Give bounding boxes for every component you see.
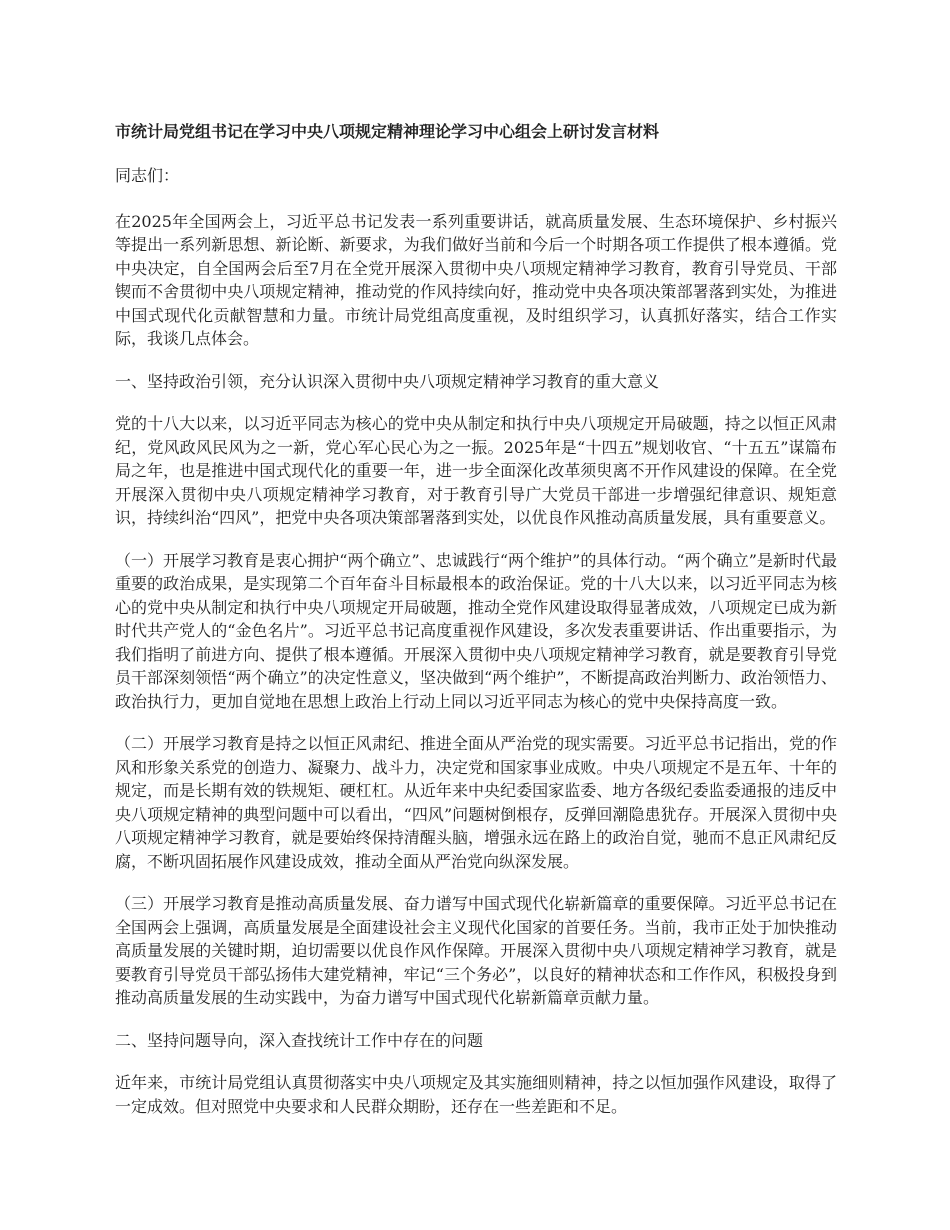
paragraph-point-1: （一）开展学习教育是衷心拥护“两个确立”、忠诚践行“两个维护”的具体行动。“两个确立”是新时代最重要的政治成果，是实现第二个百年奋斗目标最根本的政治保证。党的十八大以来，以习近平同志为核心的党中央从制定和执行中央八项规定开局破题，推动全党作风建设取得显著成效，八项规定已成为新时代共产党人的“金色名片”。习近平总书记高度重视作风建设，多次发表重要讲话、作出重要指示，为我们指明了前进方向、提供了根本遵循。开展深入贯彻中央八项规定精神学习教育，就是要教育引导党员干部深刻领悟“两个确立”的决定性意义，坚决做到“两个维护”，不断提高政治判断力、政治领悟力、政治执行力，更加自觉地在思想上政治上行动上同以习近平同志为核心的党中央保持高度一致。	[115, 550, 837, 711]
paragraph-point-3: （三）开展学习教育是推动高质量发展、奋力谱写中国式现代化崭新篇章的重要保障。习近平总书记在全国两会上强调，高质量发展是全面建设社会主义现代化国家的首要任务。当前，我市正处于加快推动高质量发展的关键时期，迫切需要以优良作风作保障。开展深入贯彻中央八项规定精神学习教育，就是要教育引导党员干部弘扬伟大建党精神，牢记“三个务必”，以良好的精神状态和工作作风，积极投身到推动高质量发展的生动实践中，为奋力谱写中国式现代化崭新篇章贡献力量。	[115, 894, 837, 1007]
paragraph-point-2: （二）开展学习教育是持之以恒正风肃纪、推进全面从严治党的现实需要。习近平总书记指出，党的作风和形象关系党的创造力、凝聚力、战斗力，决定党和国家事业成败。中央八项规定不是五年、十年的规定，而是长期有效的铁规矩、硬杠杠。从近年来中央纪委国家监委、地方各级纪委监委通报的违反中央八项规定精神的典型问题中可以看出，“四风”问题树倒根存，反弹回潮隐患犹存。开展深入贯彻中央八项规定精神学习教育，就是要始终保持清醒头脑，增强永远在路上的政治自觉，驰而不息正风肃纪反腐，不断巩固拓展作风建设成效，推动全面从严治党向纵深发展。	[115, 734, 837, 871]
section-heading-2: 二、坚持问题导向，深入查找统计工作中存在的问题	[115, 1030, 484, 1050]
paragraph-problems-intro: 近年来，市统计局党组认真贯彻落实中央八项规定及其实施细则精神，持之以恒加强作风建设，取得了一定成效。但对照党中央要求和人民群众期盼，还存在一些差距和不足。	[115, 1073, 837, 1116]
section-heading-1: 一、坚持政治引领，充分认识深入贯彻中央八项规定精神学习教育的重大意义	[115, 371, 660, 391]
greeting: 同志们：	[115, 166, 180, 185]
paragraph-significance: 党的十八大以来，以习近平同志为核心的党中央从制定和执行中央八项规定开局破题，持之以恒正风肃纪，党风政风民风为之一新，党心军心民心为之一振。2025年是“十四五”规划收官、“十五五”谋篇布局之年，也是推进中国式现代化的重要一年，进一步全面深化改革须臾离不开作风建设的保障。在全党开展深入贯彻中央八项规定精神学习教育，对于教育引导广大党员干部进一步增强纪律意识、规矩意识，持续纠治“四风”，把党中央各项决策部署落到实处，以优良作风推动高质量发展，具有重要意义。	[115, 414, 837, 527]
document-page	[115, 120, 837, 1137]
paragraph-intro: 在2025年全国两会上，习近平总书记发表一系列重要讲话，就高质量发展、生态环境保护、乡村振兴等提出一系列新思想、新论断、新要求，为我们做好当前和今后一个时期各项工作提供了根本遵循。党中央决定，自全国两会后至7月在全党开展深入贯彻中央八项规定精神学习教育，教育引导党员、干部锲而不舍贯彻中央八项规定精神，推动党的作风持续向好，推动党中央各项决策部署落到实处，为推进中国式现代化贡献智慧和力量。市统计局党组高度重视，及时组织学习，认真抓好落实，结合工作实际，我谈几点体会。	[115, 211, 837, 348]
document-title: 市统计局党组书记在学习中央八项规定精神理论学习中心组会上研讨发言材料	[115, 122, 660, 141]
